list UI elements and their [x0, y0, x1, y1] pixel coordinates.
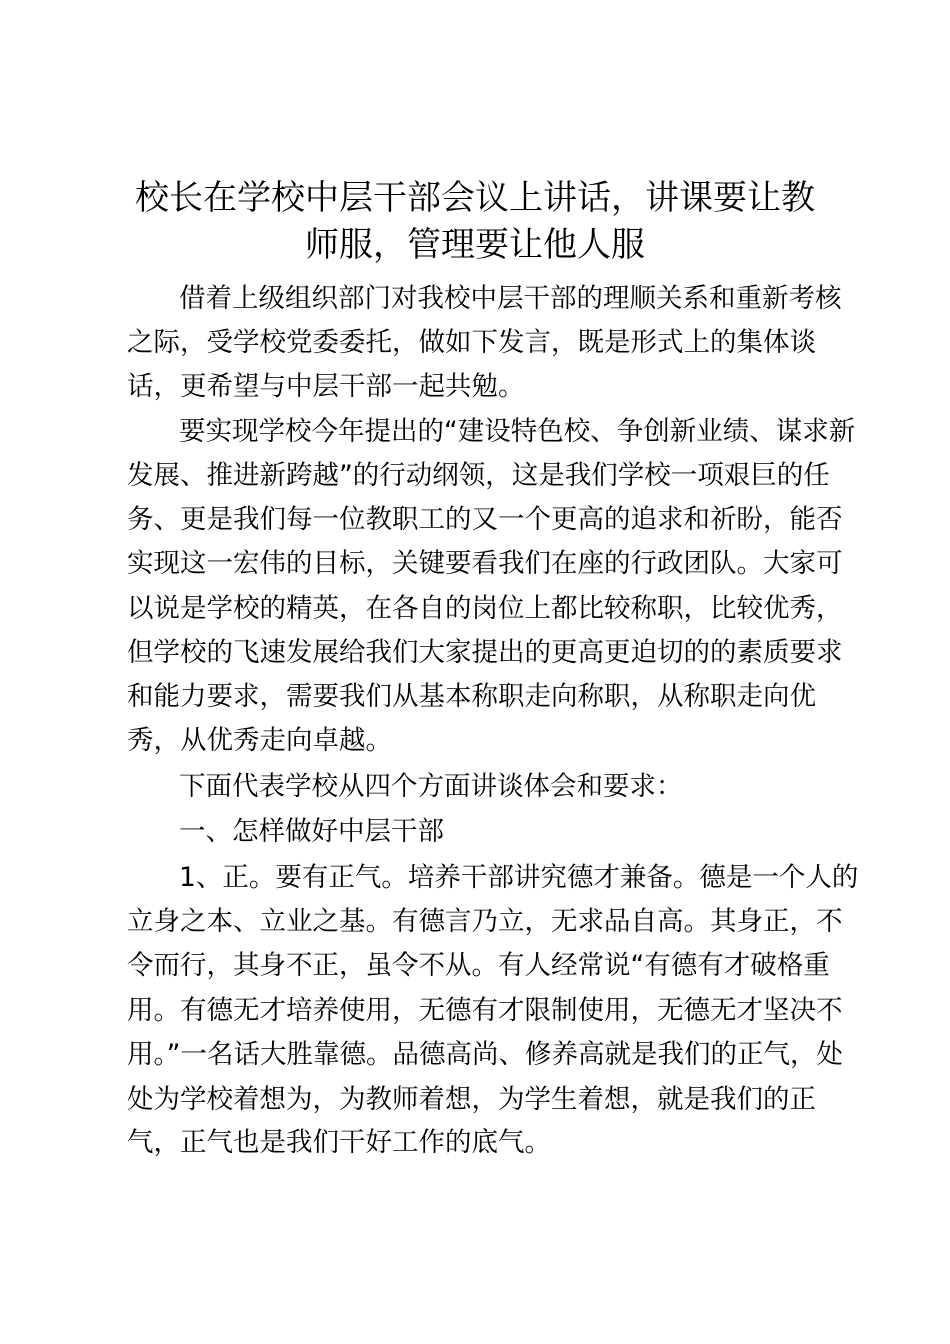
paragraph-line: 话，更希望与中层干部一起共勉。	[127, 371, 525, 402]
paragraph-line: 秀，从优秀走向卓越。	[127, 725, 392, 756]
document-title-line-1: 校长在学校中层干部会议上讲话，讲课要让教	[135, 178, 815, 218]
document-title-line-2: 师服，管理要让他人服	[305, 225, 645, 265]
paragraph-line: 但学校的飞速发展给我们大家提出的更高更迫切的的素质要求	[127, 637, 843, 668]
paragraph-line: 气，正气也是我们干好工作的底气。	[127, 1127, 551, 1158]
paragraph-line: 借着上级组织部门对我校中层干部的理顺关系和重新考核	[179, 283, 842, 314]
paragraph-line: 用。”一名话大胜靠德。品德高尚、修养高就是我们的正气，处	[127, 1039, 843, 1070]
paragraph-line: 要实现学校今年提出的“建设特色校、争创新业绩、谋求新	[179, 416, 856, 447]
paragraph-line: 和能力要求，需要我们从基本称职走向称职，从称职走向优	[127, 681, 816, 712]
paragraph-line: 1、正。要有正气。培养干部讲究德才兼备。德是一个人的	[179, 862, 859, 893]
paragraph-line: 处为学校着想为，为教师着想，为学生着想，就是我们的正	[127, 1084, 816, 1115]
paragraph-line: 之际，受学校党委委托，做如下发言，既是形式上的集体谈	[127, 327, 816, 358]
paragraph-line: 实现这一宏伟的目标，关键要看我们在座的行政团队。大家可	[127, 548, 843, 579]
section-heading: 一、怎样做好中层干部	[179, 816, 444, 847]
paragraph-line: 立身之本、立业之基。有德言乃立，无求品自高。其身正，不	[127, 906, 843, 937]
paragraph-line: 用。有德无才培养使用，无德有才限制使用，无德无才坚决不	[127, 995, 843, 1026]
paragraph-line: 务、更是我们每一位教职工的又一个更高的追求和祈盼，能否	[127, 504, 843, 535]
paragraph-line: 以说是学校的精英，在各自的岗位上都比较称职，比较优秀，	[127, 593, 843, 624]
paragraph-line: 发展、推进新跨越”的行动纲领，这是我们学校一项艰巨的任	[127, 460, 830, 491]
paragraph-line: 令而行，其身不正，虽令不从。有人经常说“有德有才破格重	[127, 950, 830, 981]
paragraph-line: 下面代表学校从四个方面讲谈体会和要求：	[179, 771, 683, 802]
